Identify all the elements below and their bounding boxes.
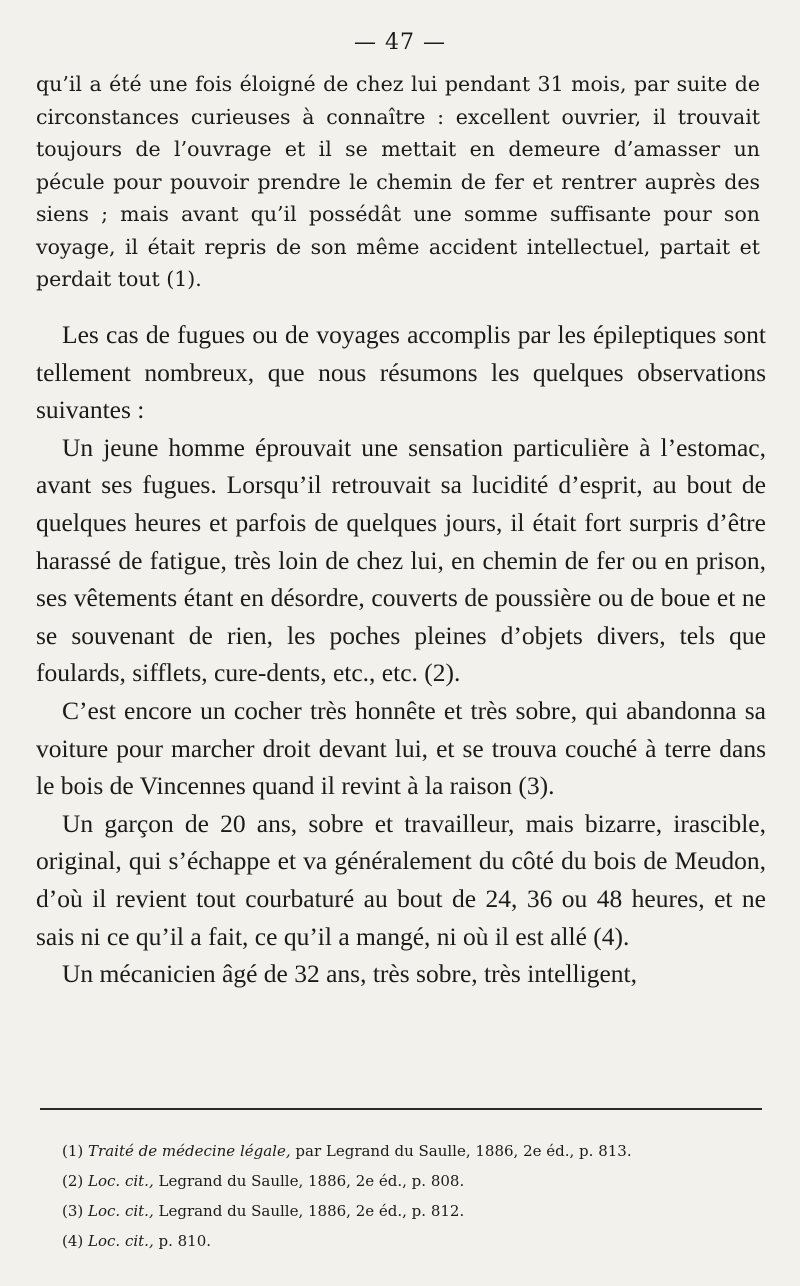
- body-text: [36, 316, 766, 993]
- footnote-source: Loc. cit.,: [88, 1172, 154, 1190]
- footnotes: [62, 1136, 762, 1256]
- paragraph: C’est encore un cocher très honnête et très sobre, qui abandonna sa voiture pour marcher droit devant lui, et se trouva couché à terre dans le bois de Vincennes quand il revint à la raison (3).: [36, 695, 766, 801]
- footnote-text: Legrand du Saulle, 1886, 2e éd., p. 808.: [153, 1172, 465, 1190]
- footnote-divider: [40, 1108, 762, 1110]
- paragraph: Les cas de fugues ou de voyages accomplis par les épileptiques sont tellement nombreux, que nous résumons les quelques observations suivantes :: [36, 320, 766, 425]
- paragraph: Un garçon de 20 ans, sobre et travailleur, mais bizarre, irascible, original, qui s’échappe et va généralement du côté du bois de Meudon, d’où il revient tout courbaturé au bout de 24, 36 ou 48 heures, et ne sais ni ce qu’il a fait, ce qu’il a mangé, ni où il est allé (4).: [36, 808, 766, 951]
- footnote-number: (1): [62, 1142, 84, 1160]
- footnote-text: p. 810.: [153, 1232, 212, 1250]
- footnote-text: par Legrand du Saulle, 1886, 2e éd., p. 813.: [290, 1142, 632, 1160]
- paragraph: Un mécanicien âgé de 32 ans, très sobre, très intelligent,: [62, 959, 637, 989]
- footnote-source: Traité de médecine légale,: [88, 1142, 291, 1160]
- footnote-source: Loc. cit.,: [88, 1232, 154, 1250]
- footnote: [62, 1196, 762, 1226]
- footnote-number: (3): [62, 1202, 84, 1220]
- intro-block: [36, 68, 760, 296]
- footnote: [62, 1136, 762, 1166]
- footnote-source: Loc. cit.,: [88, 1202, 154, 1220]
- paragraph: Un jeune homme éprouvait une sensation particulière à l’estomac, avant ses fugues. Lorsqu’il retrouvait sa lucidité d’esprit, au bout de quelques heures et parfois de quelques jours, il était fort surpris d’être harassé de fatigue, très loin de chez lui, en chemin de fer ou en prison, ses vêtements étant en désordre, couverts de poussière ou de boue et ne se souvenant de rien, les poches pleines d’objets divers, tels que foulards, sifflets, cure-dents, etc., etc. (2).: [36, 432, 766, 688]
- footnote: [62, 1166, 762, 1196]
- page-number: — 47 —: [354, 30, 446, 55]
- footnote-text: Legrand du Saulle, 1886, 2e éd., p. 812.: [153, 1202, 465, 1220]
- intro-paragraph: qu’il a été une fois éloigné de chez lui pendant 31 mois, par suite de circonstances curieuses à connaître : excellent ouvrier, il trouvait toujours de l’ouvrage et il se mettait en demeure d’amasser un pécule pour pouvoir prendre le chemin de fer et rentrer auprès des siens ; mais avant qu’il possédât une somme suffisante pour son voyage, il était repris de son même accident intellectuel, partait et perdait tout (1).: [36, 72, 760, 291]
- footnote-number: (2): [62, 1172, 84, 1190]
- footnote: [62, 1226, 762, 1256]
- footnote-number: (4): [62, 1232, 84, 1250]
